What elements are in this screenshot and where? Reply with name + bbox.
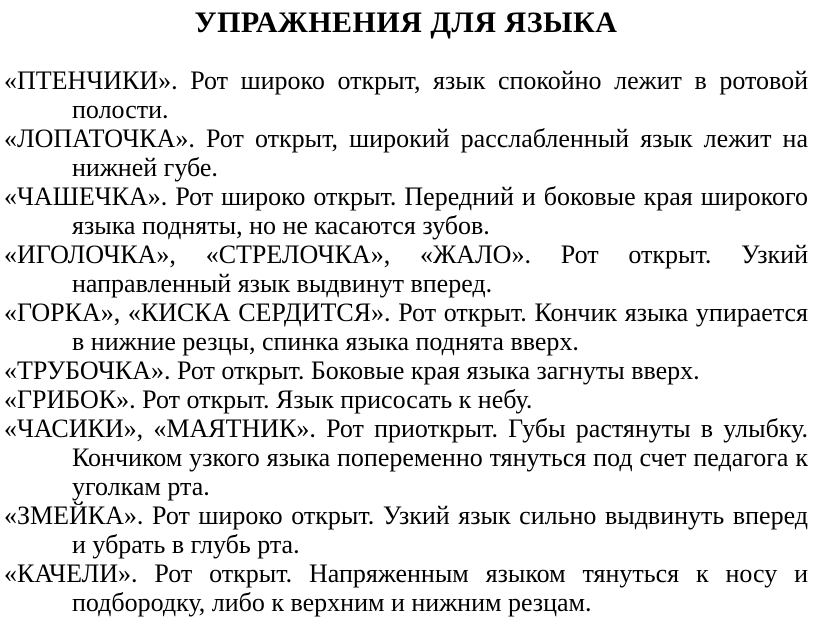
exercise-description: Рот открыт. Узкий направленный язык выдвинут вперед. — [72, 240, 809, 298]
exercise-item — [4, 298, 808, 356]
exercise-name: «ГРИБОК». — [4, 385, 136, 414]
exercise-item — [4, 559, 808, 617]
exercise-name: «ГОРКА», «КИСКА СЕРДИТСЯ». — [4, 298, 391, 327]
exercise-name: «ЧАШЕЧКА». — [4, 182, 168, 211]
exercise-item — [4, 124, 808, 182]
exercise-description: Рот широко открыт, язык спокойно лежит в ротовой полости. — [72, 66, 809, 124]
exercise-name: «ТРУБОЧКА». — [4, 356, 171, 385]
exercise-description: Рот открыт. Язык присосать к небу. — [142, 385, 533, 414]
exercise-item — [4, 66, 808, 124]
exercise-description: Рот открыт. Напряженным языком тянуться к носу и подбородку, либо к верхним и нижним резцам. — [72, 559, 808, 617]
exercise-name: «ЧАСИКИ», «МАЯТНИК». — [4, 414, 316, 443]
exercise-item — [4, 501, 808, 559]
exercise-description: Рот приоткрыт. Губы растянуты в улыбку. Кончиком узкого языка попеременно тянуться под счет педагога к уголкам рта. — [72, 414, 808, 501]
exercise-item — [4, 385, 808, 414]
page-title: УПРАЖНЕНИЯ ДЛЯ ЯЗЫКА — [194, 6, 618, 39]
exercise-name: «ЗМЕЙКА». — [4, 501, 144, 530]
exercise-name: «ПТЕНЧИКИ». — [4, 66, 178, 95]
exercise-name: «ИГОЛОЧКА», «СТРЕЛОЧКА», «ЖАЛО». — [4, 240, 531, 269]
exercise-list — [4, 66, 808, 617]
exercise-name: «КАЧЕЛИ». — [4, 559, 138, 588]
exercise-item — [4, 356, 808, 385]
exercise-description: Рот широко открыт. Передний и боковые края широкого языка подняты, но не касаются зубов. — [72, 182, 808, 240]
exercise-item — [4, 414, 808, 501]
exercise-description: Рот открыт. Кончик языка упирается в нижние резцы, спинка языка поднята вверх. — [72, 298, 809, 356]
exercise-description: Рот открыт, широкий расслабленный язык лежит на нижней губе. — [72, 124, 809, 182]
exercise-description: Рот широко открыт. Узкий язык сильно выдвинуть вперед и убрать в глубь рта. — [72, 501, 808, 559]
exercise-description: Рот открыт. Боковые края языка загнуты вверх. — [177, 356, 700, 385]
exercise-item — [4, 240, 808, 298]
exercise-item — [4, 182, 808, 240]
exercise-name: «ЛОПАТОЧКА». — [4, 124, 195, 153]
